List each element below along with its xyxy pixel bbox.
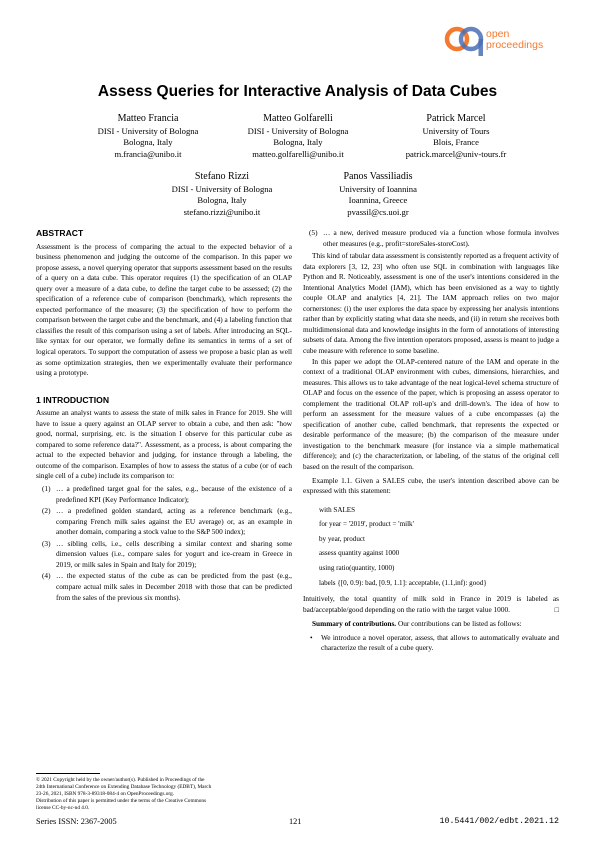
comparison-list-continued [303,228,559,249]
author-email: m.francia@unibo.it [114,148,182,159]
author-name: Panos Vassiliadis [343,171,413,182]
author-name: Patrick Marcel [426,113,486,124]
page-number: 121 [289,817,302,826]
author-name: Matteo Francia [117,113,179,124]
author-affiliation: University of Ioannina [339,184,417,194]
comparison-list [36,484,292,603]
author-block [293,170,463,218]
contribution-bullet: • We introduce a novel operator, assess, that allows to automatically evaluate and characterize the result of a cube query. [310,632,559,653]
assess-query: with SALES for year = '2019', product = 'milk' by year, product assess quantity against 1000 using ratio(quantity, 1000) labels {[0, 0.9): bad, [0.9, 1.1]: acceptable, (1.1,inf): good} [319,505,487,587]
author-location: Ioannina, Greece [348,195,408,206]
paper-title: Assess Queries for Interactive Analysis of Data Cubes [97,83,498,100]
body-paragraph: Intuitively, the total quantity of milk sold in France in 2019 is labeled as bad/acceptable/good depending on the ratio with the target value 1000. □ [303,594,559,614]
intro-paragraph: Assume an analyst wants to assess the state of milk sales in France for 2019. She will have to issue a query against an OLAP server to obtain a cube, and then ask: "how good, normal, surprising, etc. is the situation I observe for this particular cube as compared to some reference data?". Assessment, as a process, is about comparing the actual to the expected behavior and judging, for instance through a labeling, the outcome of the comparison. Examples of how to assess the status of a cube (or of each single cell of a cube) include its comparison to: [36,408,292,481]
logo-text-proceedings: proceedings [486,39,544,51]
qed-symbol: □ [554,604,559,614]
author-block [213,112,383,160]
author-affiliation: DISI - University of Bologna [97,126,199,136]
author-email: matteo.golfarelli@unibo.it [252,148,344,159]
author-email: patrick.marcel@univ-tours.fr [405,148,507,159]
abstract-heading: ABSTRACT [36,228,84,238]
abstract-text: Assessment is the process of comparing the actual to the expected behavior of a business phenomenon and judging the outcome of the comparison. In this paper we propose assess, a novel querying operator that supports assessment based on the results of a query on a data cube. This operator requires (1) the specification of an OLAP query over a measure of a data cube, to define the target cube to be assessed; (2) the specification of a reference cube of comparison (benchmark), which represents the expected performance of the measure; (3) the specification of how to perform the comparison between the target cube and the benchmark, and (4) a labeling function that classifies the result of this comparison using a set of labels. After introducing an SQL-like syntax for our operator, we formally define its semantics in terms of a set of logical operators. To support the computation of assess we propose a basic plan as well as some optimization strategies, then we experimentally evaluate their performance using a prototype. [36,241,292,378]
right-column [303,228,559,654]
openproceedings-logo-icon [444,24,484,58]
author-location: Bologna, Italy [273,137,323,148]
author-location: Bologna, Italy [123,137,173,148]
author-email: pvassil@cs.uoi.gr [347,206,409,217]
series-issn: Series ISSN: 2367-2005 [36,817,117,826]
author-location: Bologna, Italy [197,195,247,206]
author-affiliation: DISI - University of Bologna [171,184,273,194]
author-location: Blois, France [433,137,479,148]
example-paragraph: Example 1.1. Given a SALES cube, the user's intention described above can be expressed with this statement: [303,475,559,496]
doi-link[interactable]: 10.5441/002/edbt.2021.12 [439,817,559,826]
copyright-footnote: © 2021 Copyright held by the owner/author(s). Published in Proceedings of the 24th International Conference on Extending Database Technology (EDBT), March 23-26, 2021, ISBN 978-3-89318-084-4 on OpenProceedings.org. Distribution of this paper is permitted under the terms of the Creative Commons license CC-by-nc-nd 4.0. [36,777,212,811]
author-affiliation: DISI - University of Bologna [247,126,349,136]
list-item: (4) … the expected status of the cube as can be predicted from the past (e.g., compare actual milk sales in December 2018 with those that can be predicted from the sales of the previous six months). [42,571,292,602]
list-item: (3) … sibling cells, i.e., cells describing a similar context and sharing some dimension values (i.e., compare sales for yogurt and ice-cream in Greece in 2019, or milk sales in Spain and Italy for 2019); [42,538,292,569]
author-name: Matteo Golfarelli [263,113,333,124]
author-block [137,170,307,218]
author-block [371,112,541,160]
author-block [63,112,233,160]
body-paragraph: In this paper we adopt the OLAP-centered nature of the IAM and operate in the context of a traditional OLAP environment with cubes, dimensions, hierarchies, and measures. This allows us to take advantage of the neat logical-level schema structure of OLAP and focus on the essence of the paper, which is proposing an assess operator to complement the traditional OLAP roll-up's and drill-down's. The idea of how to perform an assessment for the measure values of a cube encompasses (a) the specification of another cube, called benchmark, that represents the expected or desirable performance of the measure; (b) the comparison of the measure under investigation to the benchmark measure (for instance via a simple mathematical difference); and (c) the characterization, or labeling, of the status of the original cell based on the result of the comparison. [303,356,559,472]
section-heading-introduction: 1 INTRODUCTION [36,394,110,405]
list-item: (2) … a predefined golden standard, acting as a reference benchmark (e.g., comparing French milk sales against the EU average) or, as an example in another domain, comparing a stock value to the S&P 500 index); [42,506,292,537]
openproceedings-logo [444,24,564,58]
list-item: (5) … a new, derived measure produced via a function whose formula involves other measures (e.g., profit=storeSales-storeCost). [309,228,559,248]
author-email: stefano.rizzi@unibo.it [183,206,261,217]
body-paragraph: This kind of tabular data assessment is consistently reported as a frequent activity of data explorers [3, 12, 23] who often use SQL in combination with languages like Python and R. Noticeably, assessment is one of the user's intentions considered in the Intentional Analytics Model (IAM), which has been envisioned as a way to tightly couple OLAP and analytics [4, 21]. The IAM approach relies on two major cornerstones: (i) the user explores the data space by expressing her analysis intentions rather than by explicitly stating what data she needs, and (ii) in return she receives both multidimensional data and knowledge insights in the form of annotations of interesting subsets of data. Among the five intention operators proposed, assess is meant to judge a cube measure with reference to some baseline. [303,251,559,356]
left-column [36,228,292,604]
author-name: Stefano Rizzi [194,171,250,182]
logo-text-open: open [486,28,510,40]
contributions-paragraph: Summary of contributions. Our contributions can be listed as follows: [312,619,522,629]
footnote-rule [36,773,100,774]
list-item: (1) … a predefined target goal for the sales, e.g., because of the existence of a predefined KPI (Key Performance Indicator); [42,484,292,504]
author-affiliation: University of Tours [422,126,490,136]
